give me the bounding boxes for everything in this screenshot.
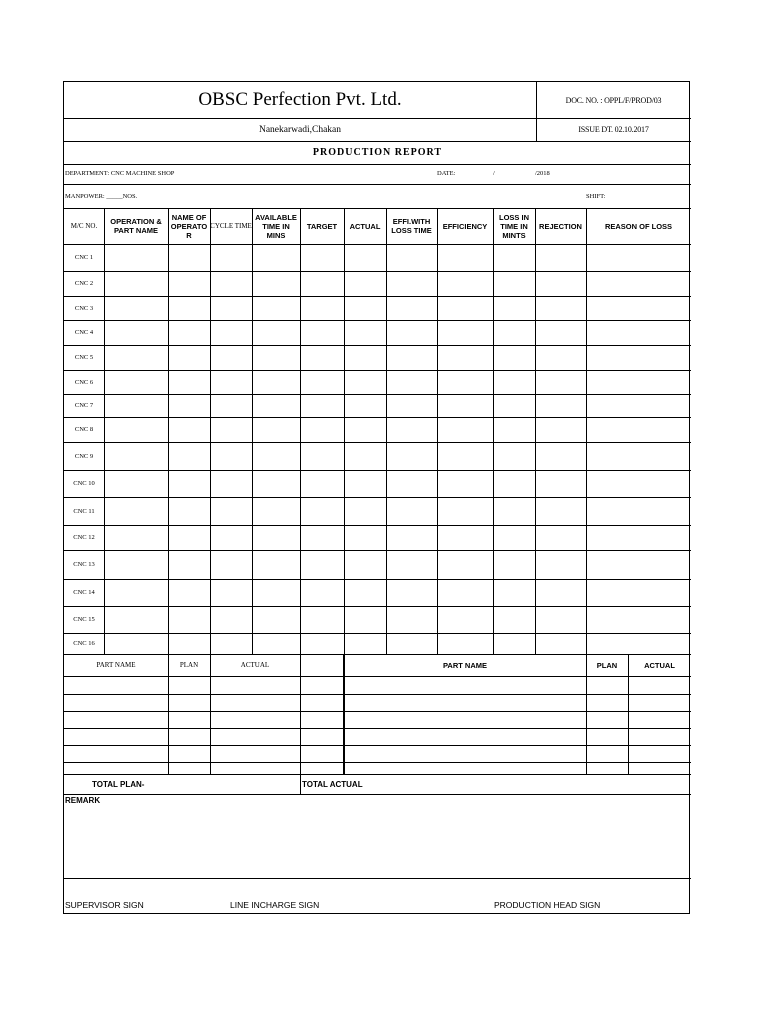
table-row-rule [64, 633, 691, 634]
grid-line [535, 208, 536, 654]
summary-left-part-name: PART NAME [96, 660, 136, 669]
machine-label: CNC 10 [73, 480, 95, 487]
machine-label: CNC 14 [73, 589, 95, 596]
summary-row-rule [64, 762, 691, 763]
remark-rule [64, 878, 691, 879]
company-location: Nanekarwadi,Chakan [258, 124, 342, 135]
col-target: TARGET [306, 221, 338, 231]
grid-line [386, 208, 387, 654]
total-plan-label: TOTAL PLAN- [92, 779, 145, 789]
machine-label: CNC 3 [74, 304, 94, 312]
supervisor-sign: SUPERVISOR SIGN [65, 900, 144, 910]
table-row-rule [64, 271, 691, 272]
table-row-rule [64, 417, 691, 418]
summary-row-rule [64, 728, 691, 729]
grid-line [168, 208, 169, 654]
production-report-form [63, 81, 690, 914]
grid-line [586, 654, 587, 774]
col-operator-name: NAME OF OPERATO R [170, 212, 208, 240]
col-efficiency: EFFICIENCY [442, 221, 488, 231]
table-row-rule [64, 345, 691, 346]
title-divider [536, 82, 537, 141]
summary-row-rule [64, 745, 691, 746]
grid-line [300, 208, 301, 654]
grid-line [210, 208, 211, 654]
col-operation-part-name: OPERATION & PART NAME [110, 217, 162, 235]
report-title: PRODUCTION REPORT [312, 147, 443, 158]
grid-line [300, 654, 301, 774]
location-rule [64, 141, 691, 142]
summary-right-plan: PLAN [596, 660, 618, 670]
manpower-field: MANPOWER: _____NOS. [65, 193, 138, 200]
title-rule [64, 118, 691, 119]
summary-header-rule [64, 676, 691, 677]
machine-label: CNC 12 [73, 534, 95, 541]
col-effi-with-loss-time: EFFI.WITH LOSS TIME [391, 217, 432, 235]
grid-line [168, 654, 169, 774]
machine-label: CNC 8 [74, 426, 94, 433]
machine-label: CNC 5 [74, 354, 94, 361]
grid-line [586, 208, 587, 654]
report-rule [64, 164, 691, 165]
line-incharge-sign: LINE INCHARGE SIGN [230, 900, 320, 910]
grid-line [104, 208, 105, 654]
production-head-sign: PRODUCTION HEAD SIGN [494, 900, 601, 910]
col-actual: ACTUAL [349, 221, 381, 231]
machine-label: CNC 15 [73, 616, 95, 623]
shift-field: SHIFT: [586, 193, 606, 200]
col-rejection: REJECTION [539, 221, 582, 231]
date-separator: / [493, 170, 495, 177]
col-reason-of-loss: REASON OF LOSS [604, 221, 673, 231]
company-name: OBSC Perfection Pvt. Ltd. [198, 89, 402, 110]
grid-line [344, 654, 345, 774]
table-row-rule [64, 525, 691, 526]
machine-label: CNC 13 [73, 561, 95, 568]
department-rule [64, 184, 691, 185]
table-row-rule [64, 550, 691, 551]
summary-row-rule [64, 711, 691, 712]
machine-label: CNC 16 [73, 640, 95, 647]
machine-label: CNC 1 [74, 254, 94, 261]
table-row-rule [64, 394, 691, 395]
date-label: DATE: [437, 170, 456, 177]
grid-line [210, 654, 211, 774]
document-number: DOC. NO. : OPPL/F/PROD/03 [565, 95, 662, 105]
machine-label: CNC 7 [74, 402, 94, 409]
summary-row-rule [64, 694, 691, 695]
col-loss-in-time: LOSS IN TIME IN MINTS [498, 212, 529, 240]
table-row-rule [64, 442, 691, 443]
machine-label: CNC 6 [74, 378, 94, 386]
table-row-rule [64, 579, 691, 580]
summary-left-actual: ACTUAL [240, 660, 270, 669]
table-row-rule [64, 606, 691, 607]
machine-label: CNC 4 [74, 329, 94, 336]
remark-label: REMARK [65, 796, 101, 805]
grid-line [300, 774, 301, 794]
grid-line [252, 208, 253, 654]
table-row-rule [64, 296, 691, 297]
grid-line [493, 208, 494, 654]
table-row-rule [64, 370, 691, 371]
table-row-rule [64, 497, 691, 498]
header-rule [64, 244, 691, 245]
table-row-rule [64, 320, 691, 321]
machine-label: CNC 11 [73, 507, 95, 515]
col-available-time: AVAILABLE TIME IN MINS [255, 212, 297, 240]
grid-line [437, 208, 438, 654]
totals-rule [64, 794, 691, 795]
total-actual-label: TOTAL ACTUAL [302, 779, 363, 789]
summary-row-rule [64, 774, 691, 775]
summary-left-plan: PLAN [179, 660, 199, 669]
date-year: /2018 [535, 170, 550, 177]
summary-right-actual: ACTUAL [644, 660, 675, 670]
col-mc-no: M/C NO. [70, 221, 98, 230]
machine-label: CNC 2 [74, 280, 94, 287]
col-cycle-time: CYCLE TIME [210, 221, 252, 230]
issue-date: ISSUE DT. 02.10.2017 [578, 125, 649, 134]
machine-label: CNC 9 [74, 452, 94, 460]
grid-line [628, 654, 629, 774]
table-row-rule [64, 470, 691, 471]
department-field: DEPARTMENT: CNC MACHINE SHOP [65, 170, 175, 177]
summary-right-part-name: PART NAME [442, 660, 488, 670]
summary-divider [343, 654, 344, 774]
grid-line [344, 208, 345, 654]
